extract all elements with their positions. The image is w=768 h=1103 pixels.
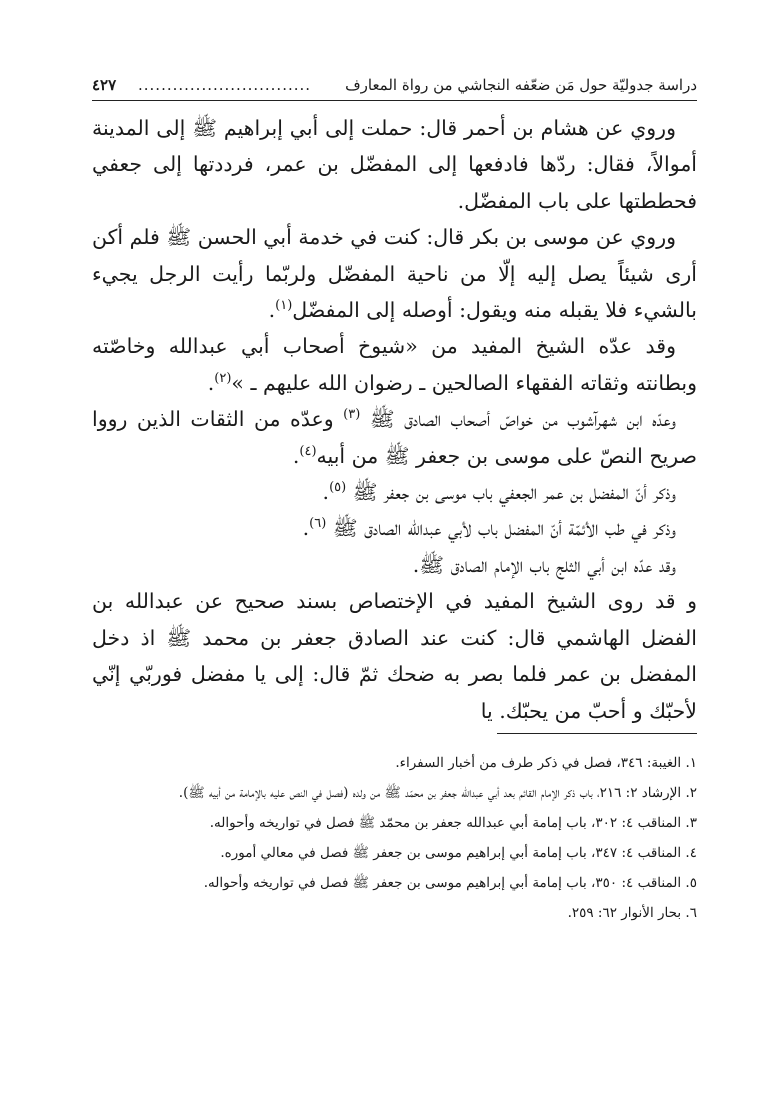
paragraph-ikhtisas xyxy=(92,583,697,729)
paragraph-bab-musa xyxy=(92,474,697,510)
page-number: ٤٢٧ xyxy=(92,76,117,94)
header-leader-dots: .............................. xyxy=(138,76,312,94)
paragraph-text: وعدّه ابن شهرآشوب من خواصّ أصحاب الصادق ﷺ xyxy=(369,407,676,432)
footnote-6: ٦. بحار الأنوار ٦٢: ٢٥٩. xyxy=(567,905,697,921)
footnote-ref: (٦) xyxy=(309,516,327,532)
paragraph-text: و قد روى الشيخ المفيد في الإختصاص بسند صحيح عن عبدالله بن الفضل الهاشمي قال: كنت عند الصادق جعفر بن محمد ﷺ اذ دخل المفضل بن عمر فلما بصر به ضحك ثمّ قال: إلى يا مفضل فوربّي إنّي لأحبّك و أحبّ من يحبّك. يا xyxy=(92,589,697,723)
footnote-5: ٥. المناقب ٤: ٣٥٠، باب إمامة أبي إبراهيم موسى بن جعفر ﷺ فصل في تواريخه وأحواله. xyxy=(203,875,697,891)
footnote-2: ٢. الإرشاد ٢: ٢١٦، باب ذكر الإمام القائم بعد أبي عبدالله جعفر بن محمّد ﷺ من ولده (فصل في النص عليه بالإمامة من أبيه ﷺ). xyxy=(178,785,697,801)
footnote-3: ٣. المناقب ٤: ٣٠٢، باب إمامة أبي عبدالله جعفر بن محمّد ﷺ فصل في تواريخه وأحواله. xyxy=(209,815,697,831)
paragraph-shahrashub xyxy=(92,401,697,474)
header-title: دراسة جدوليّة حول مَن ضعّفه النجاشي من رواة المعارف xyxy=(345,76,697,94)
footnote-separator xyxy=(497,733,697,734)
punctuation: . xyxy=(268,298,276,323)
footnotes xyxy=(92,748,697,928)
footnote-ref: (٤) xyxy=(299,443,317,459)
running-header xyxy=(92,70,697,101)
footnote-4: ٤. المناقب ٤: ٣٤٧، باب إمامة أبي إبراهيم موسى بن جعفر ﷺ فصل في معالي أموره. xyxy=(220,845,697,861)
paragraph-text: وذكر أنّ المفضل بن عمر الجعفي باب موسى بن جعفر ﷺ xyxy=(352,480,676,505)
punctuation: . xyxy=(207,370,215,395)
paragraph-tibb-aimma xyxy=(92,510,697,546)
paragraph-text: وعدّه من الثقات الذين رووا صريح النصّ على موسى بن جعفر ﷺ من أبيه xyxy=(92,407,697,468)
footnote-ref: (٢) xyxy=(214,371,232,387)
paragraph-text: وروي عن موسى بن بكر قال: كنت في خدمة أبي الحسن ﷺ فلم أكن أرى شيئاً يصل إليه إلّا من ناحية المفضّل ولربّما رأيت الرجل يجيء بالشيء فلا يقبله منه ويقول: أوصله إلى المفضّل xyxy=(92,225,697,323)
main-text xyxy=(92,110,697,729)
paragraph-musa-bakr xyxy=(92,219,697,328)
punctuation: . xyxy=(322,480,330,505)
paragraph-text: وذكر في طب الأئمّة أنّ المفضل باب لأبي عبدالله الصادق ﷺ xyxy=(332,516,676,541)
paragraph-thalj xyxy=(92,547,697,583)
paragraph-text: وقد عدّه ابن أبي الثلج باب الإمام الصادق ﷺ. xyxy=(412,552,676,577)
footnote-ref: (١) xyxy=(275,298,293,314)
footnote-ref: (٣) xyxy=(343,407,361,423)
punctuation: . xyxy=(302,516,310,541)
paragraph-hisham xyxy=(92,110,697,219)
paragraph-text: وروي عن هشام بن أحمر قال: حملت إلى أبي إبراهيم ﷺ إلى المدينة أموالاً، فقال: ردّها فادفعها إلى المفضّل بن عمر، فرددتها إلى جعفي فحططتها على باب المفضّل. xyxy=(92,116,697,213)
paragraph-text: وقد عدّه الشيخ المفيد من «شيوخ أصحاب أبي عبدالله وخاصّته وبطانته وثقاته الفقهاء الصالحين ـ رضوان الله عليهم ـ » xyxy=(92,334,697,395)
footnote-1: ١. الغيبة: ٣٤٦، فصل في ذكر طرف من أخبار السفراء. xyxy=(395,755,697,771)
footnote-ref: (٥) xyxy=(329,480,347,496)
punctuation: . xyxy=(292,443,300,468)
paragraph-mufid xyxy=(92,328,697,401)
